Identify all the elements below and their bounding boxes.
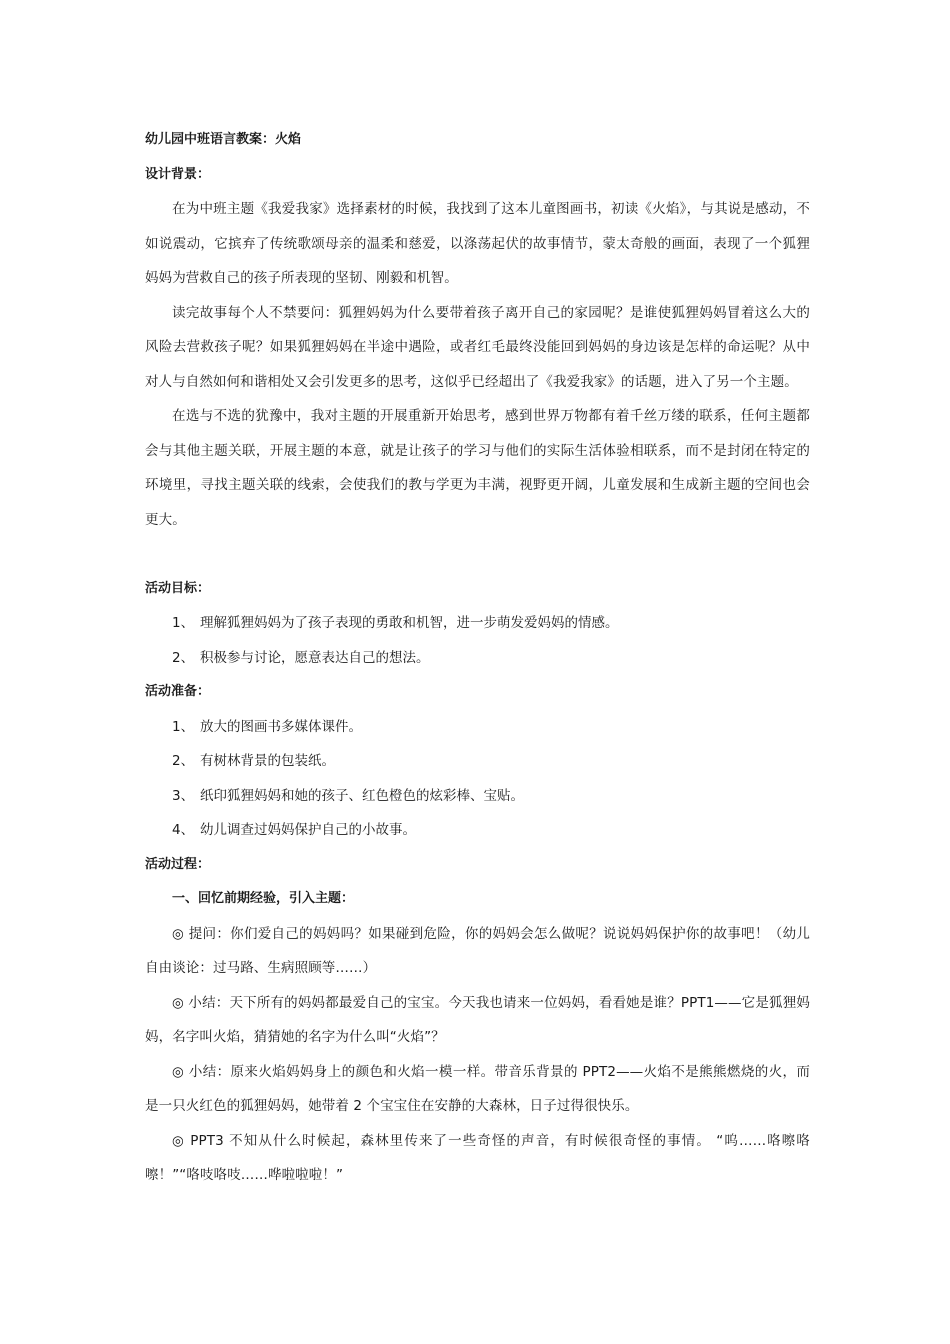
process-step-heading: 一、回忆前期经验，引入主题： [172,891,355,906]
preparation-heading: 活动准备： [145,684,211,699]
goal-item-text: 积极参与讨论，愿意表达自己的想法。 [200,649,430,666]
process-paragraph-2: ◎ 小结：天下所有的妈妈都最爱自己的宝宝。今天我也请来一位妈妈，看看她是谁？PPT1——它是狐狸妈妈，名字叫火焰，猜猜她的名字为什么叫“火焰”？ [145,994,810,1045]
background-heading: 设计背景： [145,166,211,182]
goal-item [145,641,810,676]
background-paragraph-3: 在选与不选的犹豫中，我对主题的开展重新开始思考，感到世界万物都有着千丝万缕的联系，任何主题都会与其他主题关联，开展主题的本意，就是让孩子的学习与他们的实际生活体验相联系，而不是封闭在特定的环境里，寻找主题关联的线索，会使我们的教与学更为丰满，视野更开阔，儿童发展和生成新主题的空间也会更大。 [145,408,810,528]
process-paragraph-1: ◎ 提问：你们爱自己的妈妈吗？如果碰到危险，你的妈妈会怎么做呢？说说妈妈保护你的故事吧！（幼儿自由谈论：过马路、生病照顾等……） [145,925,810,976]
preparation-item [145,744,810,779]
background-paragraph-1: 在为中班主题《我爱我家》选择素材的时候，我找到了这本儿童图画书，初读《火焰》，与其说是感动，不如说震动，它摈弃了传统歌颂母亲的温柔和慈爱，以涤荡起伏的故事情节，蒙太奇般的画面，表现了一个狐狸妈妈为营救自己的孩子所表现的坚韧、刚毅和机智。 [145,201,810,286]
preparation-item-number: 3、 [172,787,195,804]
goals-heading: 活动目标： [145,580,211,596]
goal-item-number: 2、 [172,649,195,666]
preparation-item-text: 幼儿调查过妈妈保护自己的小故事。 [200,822,416,838]
document-title: 幼儿园中班语言教案：火焰 [145,132,302,147]
preparation-item [145,710,810,745]
preparation-item-text: 有树林背景的包装纸。 [200,753,335,769]
blank-line [145,537,810,572]
process-paragraph-3: ◎ 小结：原来火焰妈妈身上的颜色和火焰一模一样。带音乐背景的 PPT2——火焰不是熊熊燃烧的火，而是一只火红色的狐狸妈妈，她带着 2 个宝宝住在安静的大森林，日子过得很快乐。 [145,1063,810,1114]
document-page [145,123,810,1193]
process-heading: 活动过程： [145,856,211,872]
goal-item [145,606,810,641]
preparation-item-number: 1、 [172,718,195,735]
preparation-item-text: 放大的图画书多媒体课件。 [200,718,362,735]
preparation-item-text: 纸印狐狸妈妈和她的孩子、红色橙色的炫彩棒、宝贴。 [200,787,524,804]
preparation-item [145,779,810,814]
background-paragraph-2: 读完故事每个人不禁要问：狐狸妈妈为什么要带着孩子离开自己的家园呢？是谁使狐狸妈妈冒着这么大的风险去营救孩子呢？如果狐狸妈妈在半途中遇险，或者红毛最终没能回到妈妈的身边该是怎样的命运呢？从中对人与自然如何和谐相处又会引发更多的思考，这似乎已经超出了《我爱我家》的话题，进入了另一个主题。 [145,304,810,390]
process-paragraph-4: ◎ PPT3 不知从什么时候起，森林里传来了一些奇怪的声音，有时候很奇怪的事情。 “呜……咯嚓咯嚓！”“咯吱咯吱……哗啦啦啦！” [145,1132,810,1183]
preparation-item [145,813,810,848]
preparation-item-number: 4、 [172,822,195,838]
preparation-item-number: 2、 [172,753,195,769]
goal-item-text: 理解狐狸妈妈为了孩子表现的勇敢和机智，进一步萌发爱妈妈的情感。 [200,615,619,631]
goal-item-number: 1、 [172,615,195,631]
